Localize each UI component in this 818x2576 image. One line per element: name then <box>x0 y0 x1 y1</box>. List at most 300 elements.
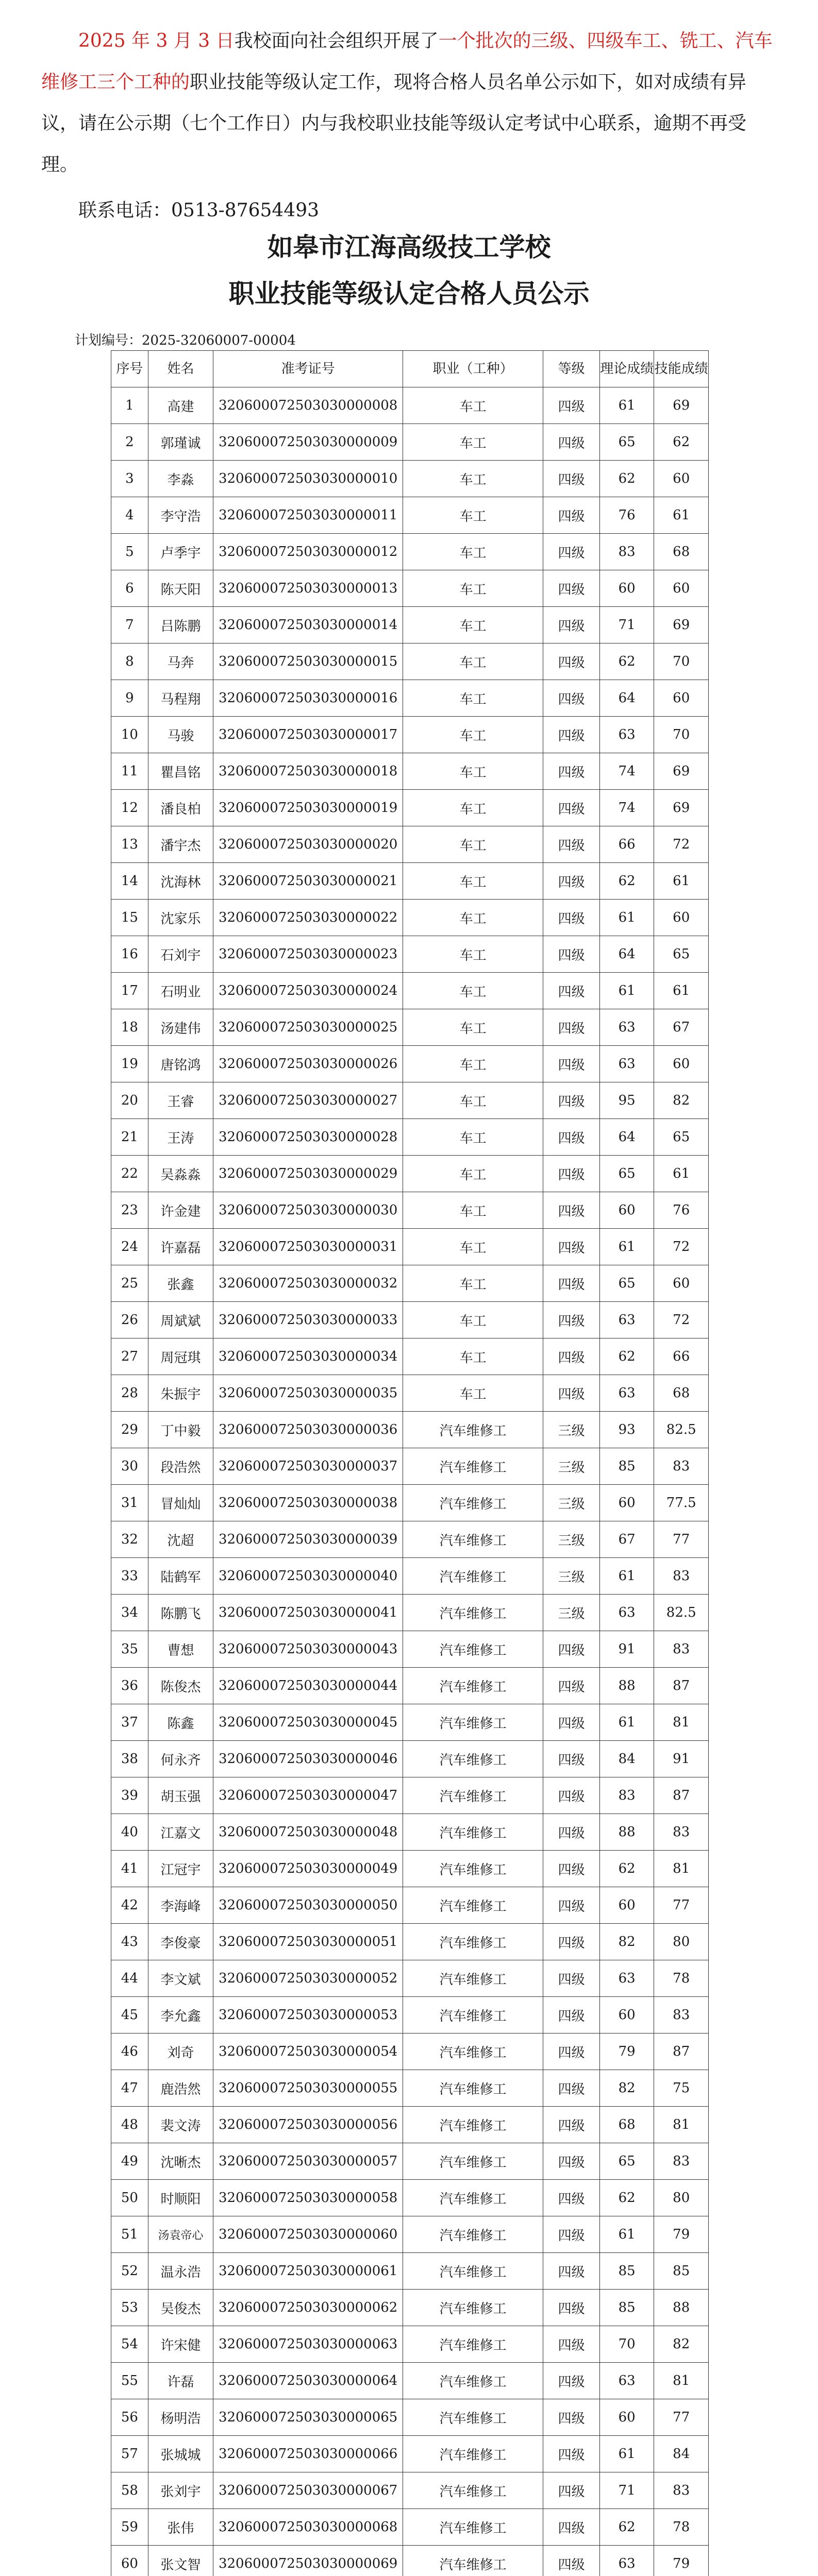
cell-theory: 66 <box>599 826 654 863</box>
notice-title: 职业技能等级认定合格人员公示 <box>228 279 590 309</box>
cell-cert: 320600072503030000024 <box>213 973 403 1009</box>
cell-level: 四级 <box>543 1704 600 1741</box>
cell-level: 四级 <box>543 2399 600 2436</box>
cell-job: 汽车维修工 <box>403 2472 543 2509</box>
cell-name: 江冠宇 <box>148 1851 213 1887</box>
table-row <box>111 1192 709 1229</box>
table-row <box>111 1997 709 2033</box>
cell-no: 17 <box>111 973 148 1009</box>
cell-job: 车工 <box>403 753 543 790</box>
cell-theory: 62 <box>599 1338 654 1375</box>
cell-no: 42 <box>111 1887 148 1924</box>
cell-no: 27 <box>111 1338 148 1375</box>
cell-cert: 320600072503030000009 <box>213 424 403 461</box>
cell-cert: 320600072503030000052 <box>213 1960 403 1997</box>
cell-cert: 320600072503030000033 <box>213 1302 403 1338</box>
cell-cert: 320600072503030000048 <box>213 1814 403 1851</box>
cell-job: 汽车维修工 <box>403 1851 543 1887</box>
cell-name: 吴淼淼 <box>148 1156 213 1192</box>
cell-theory: 71 <box>599 2472 654 2509</box>
table-row <box>111 1814 709 1851</box>
cell-job: 车工 <box>403 1375 543 1412</box>
cell-skill: 87 <box>654 2033 709 2070</box>
cell-job: 车工 <box>403 570 543 607</box>
cell-level: 四级 <box>543 1192 600 1229</box>
cell-no: 51 <box>111 2216 148 2253</box>
cell-no: 7 <box>111 607 148 643</box>
cell-name: 周冠琪 <box>148 1338 213 1375</box>
cell-skill: 77 <box>654 1521 709 1558</box>
cell-cert: 320600072503030000045 <box>213 1704 403 1741</box>
cell-job: 汽车维修工 <box>403 2399 543 2436</box>
cell-no: 8 <box>111 643 148 680</box>
cell-cert: 320600072503030000054 <box>213 2033 403 2070</box>
cell-skill: 76 <box>654 1192 709 1229</box>
cell-name: 段浩然 <box>148 1448 213 1485</box>
cell-name: 马奔 <box>148 643 213 680</box>
cell-level: 四级 <box>543 2509 600 2546</box>
cell-level: 三级 <box>543 1521 600 1558</box>
cell-theory: 63 <box>599 2546 654 2576</box>
cell-theory: 63 <box>599 1960 654 1997</box>
cell-name: 曹想 <box>148 1631 213 1668</box>
table-body <box>111 387 709 2576</box>
cell-skill: 87 <box>654 1668 709 1704</box>
cell-name: 潘宇杰 <box>148 826 213 863</box>
cell-level: 四级 <box>543 534 600 570</box>
cell-theory: 84 <box>599 1741 654 1777</box>
cell-cert: 320600072503030000049 <box>213 1851 403 1887</box>
cell-job: 汽车维修工 <box>403 1814 543 1851</box>
table-row <box>111 1375 709 1412</box>
cell-name: 汤袁帝心 <box>148 2216 213 2253</box>
table-row <box>111 2216 709 2253</box>
notice-date: 2025 年 3 月 3 日 <box>78 30 235 52</box>
cell-theory: 71 <box>599 607 654 643</box>
cell-no: 10 <box>111 717 148 753</box>
cell-name: 石刘宇 <box>148 936 213 973</box>
cell-level: 四级 <box>543 643 600 680</box>
cell-no: 53 <box>111 2290 148 2326</box>
table-row <box>111 2253 709 2290</box>
cell-level: 四级 <box>543 1997 600 2033</box>
cell-job: 汽车维修工 <box>403 2107 543 2143</box>
table-row <box>111 790 709 826</box>
cell-cert: 320600072503030000019 <box>213 790 403 826</box>
cell-name: 丁中毅 <box>148 1412 213 1448</box>
cell-no: 57 <box>111 2436 148 2472</box>
cell-skill: 69 <box>654 790 709 826</box>
cell-name: 沈晰杰 <box>148 2143 213 2180</box>
table-row <box>111 1777 709 1814</box>
cell-skill: 82 <box>654 1082 709 1119</box>
cell-no: 5 <box>111 534 148 570</box>
cell-theory: 61 <box>599 1558 654 1595</box>
cell-cert: 320600072503030000016 <box>213 680 403 717</box>
cell-theory: 61 <box>599 387 654 424</box>
cell-skill: 72 <box>654 826 709 863</box>
cell-cert: 320600072503030000035 <box>213 1375 403 1412</box>
cell-job: 车工 <box>403 717 543 753</box>
cell-cert: 320600072503030000038 <box>213 1485 403 1521</box>
cell-theory: 85 <box>599 2253 654 2290</box>
cell-job: 汽车维修工 <box>403 2290 543 2326</box>
table-row <box>111 2399 709 2436</box>
cell-skill: 91 <box>654 1741 709 1777</box>
cell-job: 车工 <box>403 1009 543 1046</box>
cell-no: 38 <box>111 1741 148 1777</box>
cell-theory: 74 <box>599 790 654 826</box>
cell-skill: 78 <box>654 1960 709 1997</box>
cell-job: 汽车维修工 <box>403 2326 543 2363</box>
cell-level: 三级 <box>543 1412 600 1448</box>
cell-theory: 70 <box>599 2326 654 2363</box>
cell-job: 车工 <box>403 643 543 680</box>
cell-theory: 79 <box>599 2033 654 2070</box>
cell-skill: 60 <box>654 570 709 607</box>
cell-theory: 60 <box>599 1887 654 1924</box>
cell-level: 四级 <box>543 1119 600 1156</box>
cell-level: 四级 <box>543 424 600 461</box>
cell-theory: 63 <box>599 1302 654 1338</box>
cell-no: 6 <box>111 570 148 607</box>
cell-cert: 320600072503030000020 <box>213 826 403 863</box>
cell-no: 29 <box>111 1412 148 1448</box>
cell-job: 汽车维修工 <box>403 1448 543 1485</box>
cell-skill: 79 <box>654 2546 709 2576</box>
cell-level: 四级 <box>543 1631 600 1668</box>
cell-level: 四级 <box>543 2180 600 2216</box>
cell-theory: 65 <box>599 1265 654 1302</box>
cell-job: 汽车维修工 <box>403 2546 543 2576</box>
cell-skill: 69 <box>654 607 709 643</box>
table-row <box>111 534 709 570</box>
cell-skill: 83 <box>654 1997 709 2033</box>
cell-theory: 63 <box>599 1375 654 1412</box>
table-row <box>111 1741 709 1777</box>
cell-no: 16 <box>111 936 148 973</box>
contact-label: 联系电话： <box>78 200 172 221</box>
cell-theory: 65 <box>599 1156 654 1192</box>
cell-no: 31 <box>111 1485 148 1521</box>
cell-level: 四级 <box>543 753 600 790</box>
cell-name: 沈家乐 <box>148 900 213 936</box>
cell-skill: 81 <box>654 2107 709 2143</box>
cell-level: 四级 <box>543 1229 600 1265</box>
cell-name: 李淼 <box>148 461 213 497</box>
cell-name: 许嘉磊 <box>148 1229 213 1265</box>
cell-theory: 60 <box>599 1485 654 1521</box>
cell-no: 30 <box>111 1448 148 1485</box>
table-row <box>111 1668 709 1704</box>
cell-level: 三级 <box>543 1485 600 1521</box>
cell-job: 汽车维修工 <box>403 1997 543 2033</box>
cell-theory: 88 <box>599 1668 654 1704</box>
cell-name: 李允鑫 <box>148 1997 213 2033</box>
cell-cert: 320600072503030000064 <box>213 2363 403 2399</box>
cell-skill: 82 <box>654 2326 709 2363</box>
cell-no: 47 <box>111 2070 148 2107</box>
cell-job: 车工 <box>403 497 543 534</box>
cell-job: 车工 <box>403 863 543 900</box>
table-row <box>111 936 709 973</box>
cell-job: 汽车维修工 <box>403 2070 543 2107</box>
cell-name: 吴俊杰 <box>148 2290 213 2326</box>
cell-level: 四级 <box>543 2107 600 2143</box>
cell-theory: 60 <box>599 1192 654 1229</box>
cell-theory: 85 <box>599 1448 654 1485</box>
cell-job: 汽车维修工 <box>403 1960 543 1997</box>
cell-skill: 80 <box>654 1924 709 1960</box>
cell-name: 张城城 <box>148 2436 213 2472</box>
cell-cert: 320600072503030000014 <box>213 607 403 643</box>
cell-theory: 63 <box>599 1595 654 1631</box>
header-name: 姓名 <box>148 351 213 387</box>
table-row <box>111 1412 709 1448</box>
cell-name: 陈天阳 <box>148 570 213 607</box>
cell-level: 四级 <box>543 2436 600 2472</box>
cell-no: 32 <box>111 1521 148 1558</box>
cell-cert: 320600072503030000034 <box>213 1338 403 1375</box>
table-row <box>111 2472 709 2509</box>
cell-theory: 64 <box>599 680 654 717</box>
cell-level: 四级 <box>543 1960 600 1997</box>
cell-no: 33 <box>111 1558 148 1595</box>
cell-skill: 83 <box>654 1814 709 1851</box>
cell-cert: 320600072503030000057 <box>213 2143 403 2180</box>
cell-skill: 72 <box>654 1302 709 1338</box>
cell-no: 49 <box>111 2143 148 2180</box>
cell-cert: 320600072503030000066 <box>213 2436 403 2472</box>
cell-cert: 320600072503030000051 <box>213 1924 403 1960</box>
cell-skill: 67 <box>654 1009 709 1046</box>
cell-theory: 65 <box>599 2143 654 2180</box>
cell-skill: 60 <box>654 1265 709 1302</box>
cell-name: 江嘉文 <box>148 1814 213 1851</box>
cell-no: 59 <box>111 2509 148 2546</box>
table-row <box>111 900 709 936</box>
cell-cert: 320600072503030000011 <box>213 497 403 534</box>
cell-no: 3 <box>111 461 148 497</box>
cell-skill: 61 <box>654 497 709 534</box>
cell-level: 四级 <box>543 1741 600 1777</box>
cell-skill: 83 <box>654 1558 709 1595</box>
cell-level: 三级 <box>543 1558 600 1595</box>
cell-name: 李文斌 <box>148 1960 213 1997</box>
cell-no: 48 <box>111 2107 148 2143</box>
cell-level: 四级 <box>543 973 600 1009</box>
cell-theory: 60 <box>599 1997 654 2033</box>
table-row <box>111 1156 709 1192</box>
cell-cert: 320600072503030000039 <box>213 1521 403 1558</box>
contact-phone: 0513-87654493 <box>171 200 320 221</box>
cell-job: 车工 <box>403 790 543 826</box>
cell-no: 28 <box>111 1375 148 1412</box>
cell-skill: 69 <box>654 387 709 424</box>
cell-level: 四级 <box>543 2290 600 2326</box>
cell-skill: 84 <box>654 2436 709 2472</box>
cell-no: 45 <box>111 1997 148 2033</box>
cell-job: 汽车维修工 <box>403 1741 543 1777</box>
cell-job: 汽车维修工 <box>403 1668 543 1704</box>
cell-theory: 61 <box>599 973 654 1009</box>
cell-no: 58 <box>111 2472 148 2509</box>
cell-no: 22 <box>111 1156 148 1192</box>
cell-cert: 320600072503030000067 <box>213 2472 403 2509</box>
cell-skill: 70 <box>654 643 709 680</box>
cell-job: 汽车维修工 <box>403 1887 543 1924</box>
cell-skill: 60 <box>654 1046 709 1082</box>
cell-cert: 320600072503030000062 <box>213 2290 403 2326</box>
cell-level: 四级 <box>543 1156 600 1192</box>
cell-theory: 61 <box>599 1229 654 1265</box>
table-row <box>111 461 709 497</box>
cell-name: 许磊 <box>148 2363 213 2399</box>
contact-line <box>78 196 319 222</box>
cell-level: 四级 <box>543 2546 600 2576</box>
cell-level: 四级 <box>543 1924 600 1960</box>
cell-cert: 320600072503030000063 <box>213 2326 403 2363</box>
cell-skill: 60 <box>654 900 709 936</box>
cell-no: 39 <box>111 1777 148 1814</box>
cell-skill: 83 <box>654 1448 709 1485</box>
cell-level: 四级 <box>543 607 600 643</box>
table-row <box>111 2546 709 2576</box>
cell-skill: 79 <box>654 2216 709 2253</box>
cell-name: 温永浩 <box>148 2253 213 2290</box>
cell-skill: 77 <box>654 2399 709 2436</box>
table-row <box>111 497 709 534</box>
header-cert: 准考证号 <box>213 351 403 387</box>
cell-name: 陈鑫 <box>148 1704 213 1741</box>
cell-theory: 63 <box>599 1046 654 1082</box>
cell-cert: 320600072503030000065 <box>213 2399 403 2436</box>
cell-skill: 65 <box>654 936 709 973</box>
cell-job: 汽车维修工 <box>403 2509 543 2546</box>
cell-name: 潘良柏 <box>148 790 213 826</box>
cell-name: 张鑫 <box>148 1265 213 1302</box>
cell-theory: 60 <box>599 2399 654 2436</box>
cell-skill: 85 <box>654 2253 709 2290</box>
cell-skill: 61 <box>654 1156 709 1192</box>
cell-job: 车工 <box>403 1229 543 1265</box>
cell-level: 四级 <box>543 2143 600 2180</box>
table-row <box>111 753 709 790</box>
cell-name: 许宋健 <box>148 2326 213 2363</box>
cell-skill: 83 <box>654 2472 709 2509</box>
cell-name: 高建 <box>148 387 213 424</box>
table-row <box>111 570 709 607</box>
cell-no: 34 <box>111 1595 148 1631</box>
cell-level: 四级 <box>543 680 600 717</box>
cell-no: 37 <box>111 1704 148 1741</box>
cell-skill: 65 <box>654 1119 709 1156</box>
cell-level: 三级 <box>543 1448 600 1485</box>
cell-no: 21 <box>111 1119 148 1156</box>
cell-skill: 68 <box>654 1375 709 1412</box>
cell-theory: 83 <box>599 1777 654 1814</box>
plan-number: 计划编号：2025-32060007-00004 <box>75 333 296 348</box>
cell-cert: 320600072503030000018 <box>213 753 403 790</box>
cell-name: 张伟 <box>148 2509 213 2546</box>
cell-cert: 320600072503030000050 <box>213 1887 403 1924</box>
cell-level: 四级 <box>543 1082 600 1119</box>
cell-name: 陈俊杰 <box>148 1668 213 1704</box>
cell-skill: 61 <box>654 973 709 1009</box>
cell-no: 24 <box>111 1229 148 1265</box>
cell-skill: 75 <box>654 2070 709 2107</box>
cell-no: 60 <box>111 2546 148 2576</box>
cell-job: 车工 <box>403 936 543 973</box>
cell-level: 四级 <box>543 1777 600 1814</box>
cell-theory: 60 <box>599 570 654 607</box>
cell-name: 刘奇 <box>148 2033 213 2070</box>
cell-cert: 320600072503030000010 <box>213 461 403 497</box>
cell-theory: 64 <box>599 936 654 973</box>
cell-name: 张刘宇 <box>148 2472 213 2509</box>
table-row <box>111 1082 709 1119</box>
notice-highlight: 一个批次的三级、四级车工、铣工、汽车维修工三个工种的 <box>41 30 773 93</box>
table-row <box>111 2509 709 2546</box>
cell-cert: 320600072503030000046 <box>213 1741 403 1777</box>
cell-name: 王睿 <box>148 1082 213 1119</box>
cell-cert: 320600072503030000037 <box>213 1448 403 1485</box>
cell-theory: 82 <box>599 2070 654 2107</box>
table-row <box>111 1631 709 1668</box>
cell-no: 55 <box>111 2363 148 2399</box>
cell-level: 四级 <box>543 1814 600 1851</box>
cell-no: 12 <box>111 790 148 826</box>
cell-level: 四级 <box>543 1851 600 1887</box>
cell-cert: 320600072503030000069 <box>213 2546 403 2576</box>
cell-theory: 62 <box>599 863 654 900</box>
cell-name: 汤建伟 <box>148 1009 213 1046</box>
cell-name: 裴文涛 <box>148 2107 213 2143</box>
table-row <box>111 2107 709 2143</box>
cell-job: 汽车维修工 <box>403 1595 543 1631</box>
cell-level: 四级 <box>543 2472 600 2509</box>
cell-level: 四级 <box>543 1375 600 1412</box>
cell-level: 四级 <box>543 2070 600 2107</box>
table-row <box>111 2070 709 2107</box>
table-row <box>111 1009 709 1046</box>
cell-job: 汽车维修工 <box>403 2436 543 2472</box>
cell-level: 四级 <box>543 1009 600 1046</box>
cell-theory: 74 <box>599 753 654 790</box>
cell-skill: 87 <box>654 1777 709 1814</box>
cell-no: 36 <box>111 1668 148 1704</box>
notice-text-2: 职业技能等级认定工作，现将合格人员名单公示如下，如对成绩有异议，请在公示期（七个工作日）内与我校职业技能等级认定考试中心联系，逾期不再受理。 <box>41 72 747 175</box>
cell-no: 50 <box>111 2180 148 2216</box>
table-row <box>111 973 709 1009</box>
header-no: 序号 <box>111 351 148 387</box>
cell-cert: 320600072503030000021 <box>213 863 403 900</box>
cell-cert: 320600072503030000026 <box>213 1046 403 1082</box>
cell-no: 19 <box>111 1046 148 1082</box>
cell-level: 四级 <box>543 900 600 936</box>
table-row <box>111 1229 709 1265</box>
cell-no: 41 <box>111 1851 148 1887</box>
cell-theory: 82 <box>599 1924 654 1960</box>
cell-job: 汽车维修工 <box>403 1485 543 1521</box>
cell-skill: 78 <box>654 2509 709 2546</box>
cell-cert: 320600072503030000058 <box>213 2180 403 2216</box>
table-row <box>111 826 709 863</box>
table-row <box>111 607 709 643</box>
cell-name: 张文智 <box>148 2546 213 2576</box>
cell-cert: 320600072503030000061 <box>213 2253 403 2290</box>
cell-no: 44 <box>111 1960 148 1997</box>
